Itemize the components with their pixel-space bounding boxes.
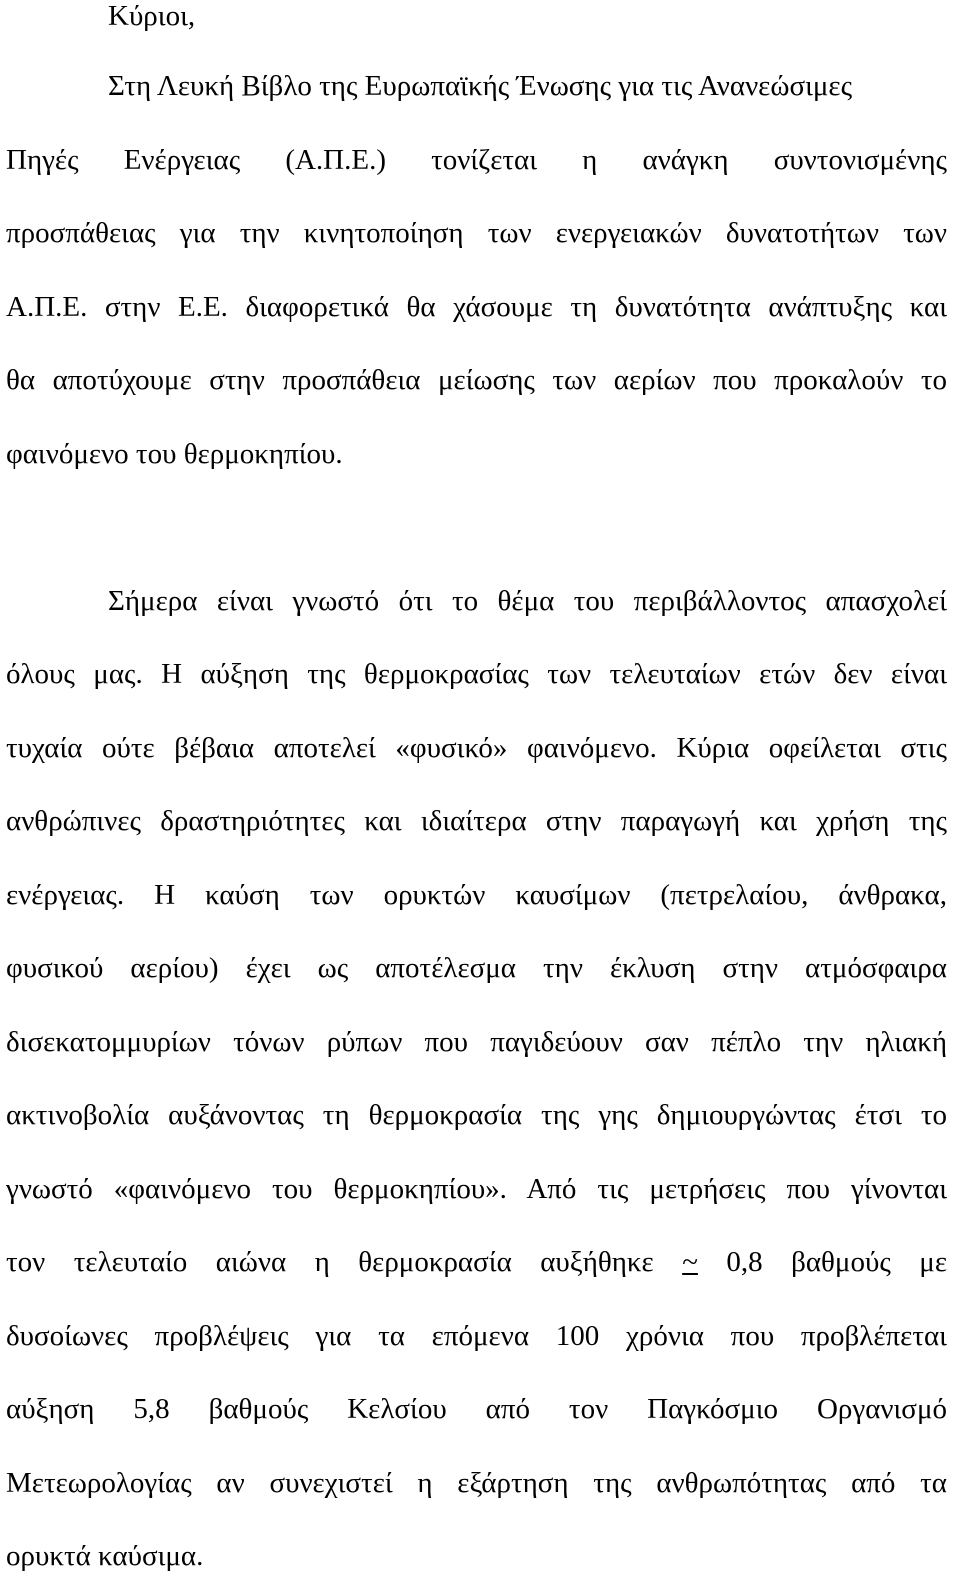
paragraph-1-line-2: Πηγές Ενέργειας (Α.Π.Ε.) τονίζεται η ανάγκη συντονισμένης bbox=[6, 144, 947, 176]
paragraph-2-line-3: τυχαία ούτε βέβαια αποτελεί «φυσικό» φαινόμενο. Κύρια οφείλεται στις bbox=[6, 732, 947, 764]
approx-line-after: 0,8 βαθμούς με bbox=[726, 1246, 947, 1278]
paragraph-1-line-4: Α.Π.Ε. στην Ε.Ε. διαφορετικά θα χάσουμε τη δυνατότητα ανάπτυξης και bbox=[6, 291, 947, 323]
paragraph-2-line-11: δυσοίωνες προβλέψεις για τα επόμενα 100 χρόνια που προβλέπεται bbox=[6, 1320, 947, 1352]
paragraph-2-line-13: Μετεωρολογίας αν συνεχιστεί η εξάρτηση της ανθρωπότητας από τα bbox=[6, 1467, 947, 1499]
paragraph-2-line-2: όλους μας. Η αύξηση της θερμοκρασίας των τελευταίων ετών δεν είναι bbox=[6, 658, 947, 690]
paragraph-2-line-12: αύξηση 5,8 βαθμούς Κελσίου από τον Παγκόσμιο Οργανισμό bbox=[6, 1393, 947, 1425]
paragraph-2-line-5: ενέργειας. Η καύση των ορυκτών καυσίμων (πετρελαίου, άνθρακα, bbox=[6, 879, 947, 911]
paragraph-2-line-4: ανθρώπινες δραστηριότητες και ιδιαίτερα στην παραγωγή και χρήση της bbox=[6, 805, 947, 837]
paragraph-1-line-6: φαινόμενο του θερμοκηπίου. bbox=[6, 438, 343, 470]
paragraph-2-line-10 bbox=[6, 1244, 947, 1280]
paragraph-1-line-1: Στη Λευκή Βίβλο της Ευρωπαϊκής Ένωσης για τις Ανανεώσιμες bbox=[108, 70, 853, 102]
paragraph-2-line-7: δισεκατομμυρίων τόνων ρύπων που παγιδεύουν σαν πέπλο την ηλιακή bbox=[6, 1026, 947, 1058]
approx-symbol: ~ bbox=[682, 1246, 698, 1278]
paragraph-2-line-14: ορυκτά καύσιμα. bbox=[6, 1540, 204, 1572]
paragraph-2-line-8: ακτινοβολία αυξάνοντας τη θερμοκρασία της γης δημιουργώντας έτσι το bbox=[6, 1099, 947, 1131]
paragraph-2-line-1: Σήμερα είναι γνωστό ότι το θέμα του περιβάλλοντος απασχολεί bbox=[108, 585, 947, 617]
salutation: Κύριοι, bbox=[108, 0, 196, 32]
paragraph-1-line-5: θα αποτύχουμε στην προσπάθεια μείωσης των αερίων που προκαλούν το bbox=[6, 364, 947, 396]
paragraph-2-line-9: γνωστό «φαινόμενο του θερμοκηπίου». Από τις μετρήσεις που γίνονται bbox=[6, 1173, 947, 1205]
paragraph-2-line-6: φυσικού αερίου) έχει ως αποτέλεσμα την έκλυση στην ατμόσφαιρα bbox=[6, 952, 947, 984]
approx-line-before: τον τελευταίο αιώνα η θερμοκρασία αυξήθηκε bbox=[6, 1246, 654, 1278]
paragraph-1-line-3: προσπάθειας για την κινητοποίηση των ενεργειακών δυνατοτήτων των bbox=[6, 217, 947, 249]
